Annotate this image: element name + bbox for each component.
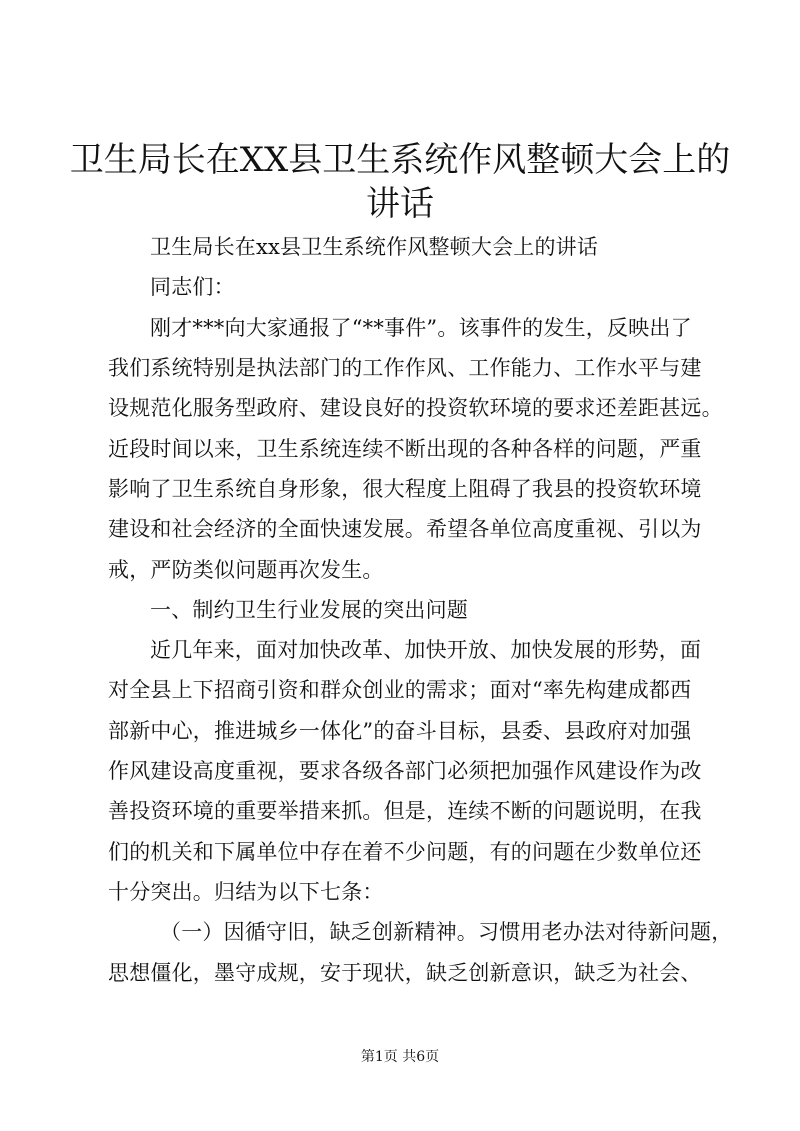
paragraph-line: 们的机关和下属单位中存在着不少问题，有的问题在少数单位还 bbox=[108, 840, 702, 864]
paragraph-line: 近段时间以来，卫生系统连续不断出现的各种各样的问题，严重 bbox=[108, 437, 702, 461]
paragraph-line: 刚才***向大家通报了“**事件”。该事件的发生，反映出了 bbox=[150, 316, 692, 340]
paragraph-line: 我们系统特别是执法部门的工作作风、工作能力、工作水平与建 bbox=[108, 356, 702, 380]
document-title-line-2: 讲话 bbox=[366, 184, 434, 224]
paragraph-line: 影响了卫生系统自身形象，很大程度上阻碍了我县的投资软环境 bbox=[108, 477, 702, 501]
paragraph-line: 戒，严防类似问题再次发生。 bbox=[108, 558, 384, 582]
paragraph-line: 善投资环境的重要举措来抓。但是，连续不断的问题说明，在我 bbox=[108, 799, 702, 823]
paragraph-line: 近几年来，面对加快改革、加快开放、加快发展的形势，面 bbox=[150, 638, 702, 662]
paragraph-line: （一）因循守旧，缺乏创新精神。习惯用老办法对待新问题， bbox=[160, 920, 733, 944]
document-title-line-1: 卫生局长在XX县卫生系统作风整顿大会上的 bbox=[69, 140, 731, 180]
paragraph-line: 建设和社会经济的全面快速发展。希望各单位高度重视、引以为 bbox=[108, 517, 702, 541]
paragraph-line: 对全县上下招商引资和群众创业的需求；面对“率先构建成都西 bbox=[108, 678, 692, 702]
paragraph-line: 思想僵化，墨守成规，安于现状，缺乏创新意识，缺乏为社会、 bbox=[108, 961, 702, 985]
paragraph-line: 设规范化服务型政府、建设良好的投资软环境的要求还差距甚远。 bbox=[108, 396, 723, 420]
salutation-line: 同志们： bbox=[150, 275, 235, 299]
paragraph-line: 部新中心，推进城乡一体化”的奋斗目标，县委、县政府对加强 bbox=[108, 719, 692, 743]
subtitle-line: 卫生局长在xx县卫生系统作风整顿大会上的讲话 bbox=[150, 235, 599, 259]
paragraph-line: 十分突出。归结为以下七条： bbox=[108, 880, 384, 904]
page-footer: 第1页 共6页 bbox=[360, 1049, 440, 1065]
paragraph-line: 作风建设高度重视，要求各级各部门必须把加强作风建设作为改 bbox=[108, 759, 702, 783]
section-heading: 一、制约卫生行业发展的突出问题 bbox=[150, 598, 468, 622]
